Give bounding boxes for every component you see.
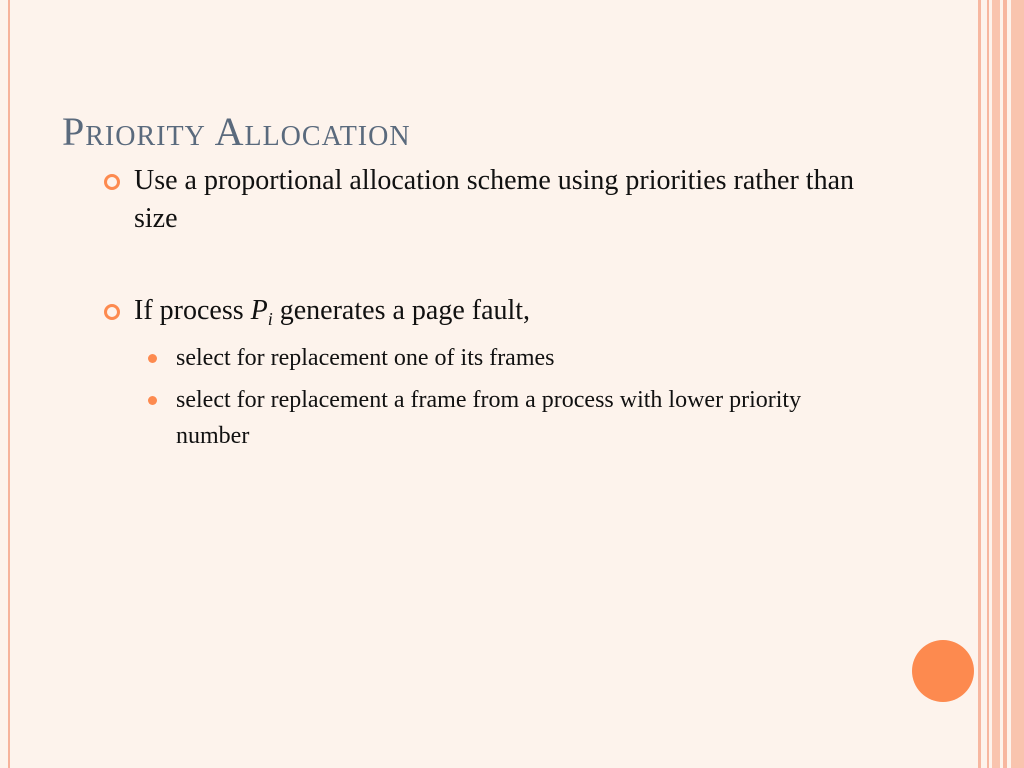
decorative-stripe	[978, 0, 981, 768]
bullet-page-fault	[134, 292, 854, 338]
process-variable: P	[250, 295, 268, 326]
bullet-proportional-scheme: Use a proportional allocation scheme using priorities rather than size	[134, 165, 855, 234]
decorative-circle	[912, 640, 974, 702]
bullet-text-after: generates a page fault,	[272, 295, 531, 326]
ring-bullet-icon	[104, 304, 120, 320]
sub-bullet-lower-priority: select for replacement a frame from a process with lower priority number	[176, 387, 802, 449]
decorative-stripe	[987, 0, 989, 768]
decorative-stripe	[1011, 0, 1024, 768]
dot-bullet-icon	[148, 354, 157, 363]
slide-title: Priority Allocation	[62, 109, 411, 154]
process-subscript: i	[267, 309, 273, 329]
dot-bullet-icon	[148, 396, 157, 405]
ring-bullet-icon	[104, 174, 120, 190]
bullet-text-before: If process	[134, 295, 251, 326]
decorative-stripe	[1003, 0, 1007, 768]
decorative-stripe	[992, 0, 1000, 768]
left-border-line	[8, 0, 10, 768]
sub-bullet-own-frames: select for replacement one of its frames	[176, 345, 555, 371]
